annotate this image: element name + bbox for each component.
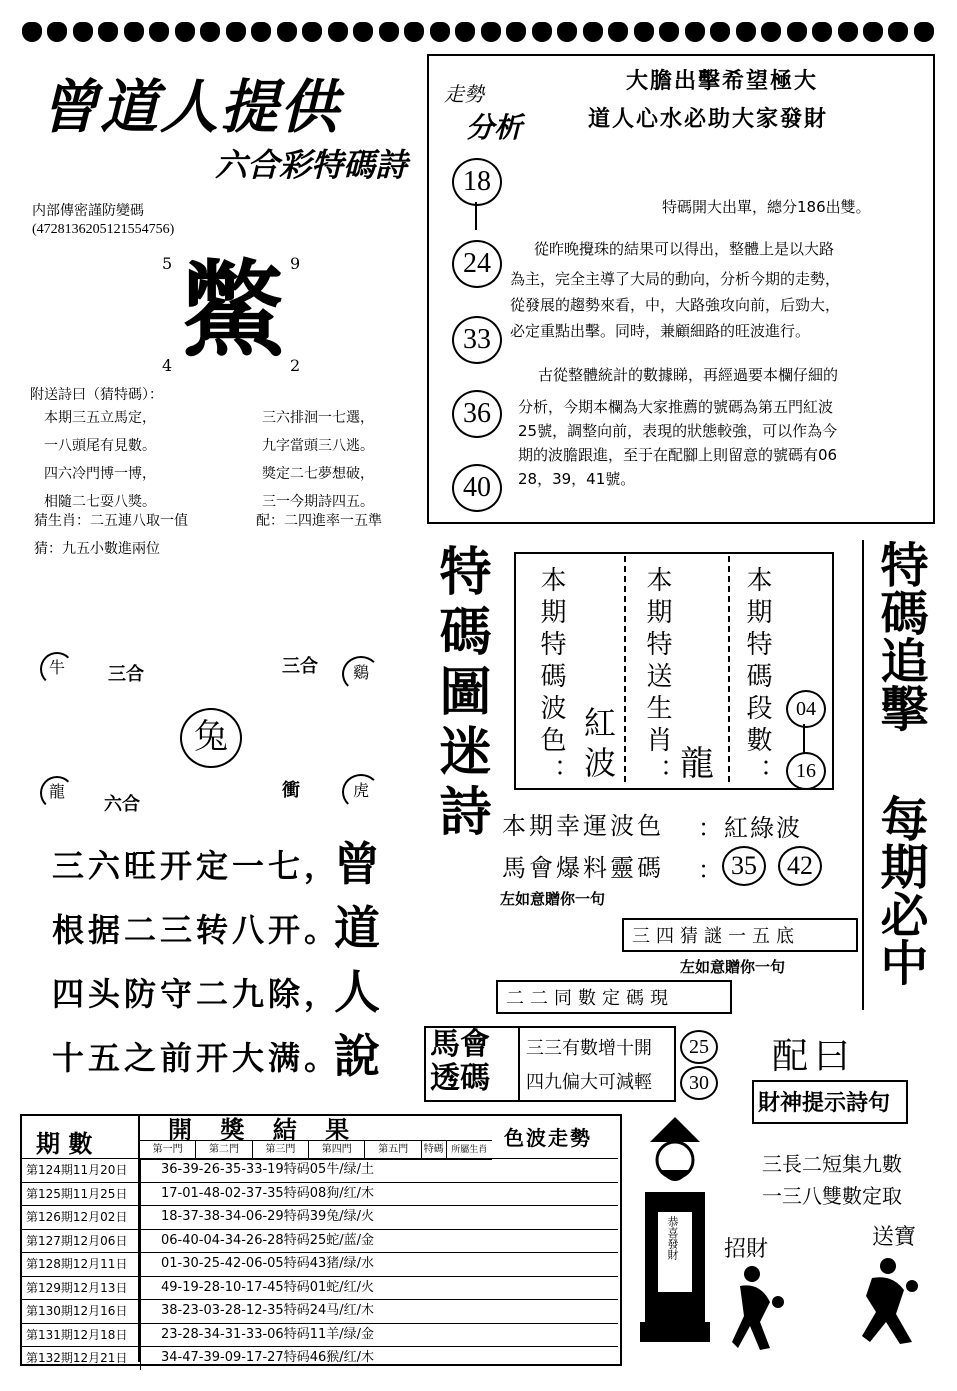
lucky-code-label: 馬會爆料靈碼 bbox=[502, 854, 664, 882]
zodiac-ox: 牛 bbox=[40, 652, 74, 686]
analysis-para-3b: 分析，今期本欄為大家推薦的號碼為第五門紅波 bbox=[518, 398, 834, 416]
period-cell: 第127期12月06日 bbox=[20, 1230, 141, 1253]
period-cell: 第124期11月20日 bbox=[20, 1159, 141, 1182]
number-circle: 36 bbox=[452, 390, 502, 438]
columns-divider bbox=[728, 556, 730, 782]
poem-line: 一八頭尾有見數。 bbox=[44, 438, 156, 454]
corner-tl: 5 bbox=[162, 254, 173, 273]
analysis-para-3e: 28，39，41號。 bbox=[518, 470, 636, 488]
period-cell: 第131期12月18日 bbox=[20, 1324, 141, 1347]
zodiac-chong: 衝 bbox=[282, 780, 300, 801]
poem-line: 相隨二七耍八獎。 bbox=[44, 494, 156, 510]
horse-title: 馬會透碼 bbox=[430, 1027, 490, 1096]
main-poem-line: 根据二三转八开。 bbox=[52, 911, 341, 949]
results-result-header: 開 獎 結 果 bbox=[168, 1115, 360, 1144]
match-line: 配：二四進率一五準 bbox=[256, 513, 382, 529]
results-period-header: 期 數 bbox=[36, 1130, 93, 1158]
zhaocai-label: 招財 bbox=[724, 1237, 769, 1262]
column-1-text: 本期特碼波色： bbox=[536, 566, 566, 790]
poem-line: 獎定二七夢想破， bbox=[262, 466, 374, 482]
result-cell: 06-40-04-34-26-28特码25蛇/蓝/金 bbox=[161, 1232, 375, 1248]
analysis-para-2a: 從昨晚攪珠的結果可以得出，整體上是以大路 bbox=[534, 240, 835, 258]
result-cell: 34-47-39-09-17-27特码46猴/红/木 bbox=[161, 1350, 375, 1365]
lucky-code: 35 bbox=[722, 846, 766, 886]
brand-title: 曾道人提供 bbox=[40, 73, 341, 141]
subheader-cell: 第二門 bbox=[196, 1141, 252, 1159]
big-character: 鱉 bbox=[180, 248, 285, 371]
table-row bbox=[20, 1229, 618, 1253]
main-poem-side bbox=[334, 832, 380, 1088]
table-row bbox=[20, 1205, 618, 1229]
vertical-title: 特碼圖迷詩 bbox=[430, 544, 491, 844]
corner-tr: 9 bbox=[290, 254, 301, 273]
poem-line: 本期三五立馬定， bbox=[44, 410, 156, 426]
pei-label: 配曰 bbox=[772, 1036, 857, 1077]
number-circle: 40 bbox=[452, 464, 502, 512]
analysis-para-3a: 古從整體統計的數據睇，再經過要本欄仔細的 bbox=[538, 366, 839, 384]
number-circle: 18 bbox=[452, 158, 502, 206]
analysis-headline-2: 道人心水必助大家發財 bbox=[588, 107, 829, 132]
result-cell: 18-37-38-34-06-29特码39兔/绿/火 bbox=[161, 1209, 375, 1224]
result-cell: 01-30-25-42-06-05特码43猪/绿/水 bbox=[161, 1256, 375, 1271]
result-cell: 23-28-34-31-33-06特码11羊/绿/金 bbox=[161, 1326, 375, 1342]
side-char: 道 bbox=[334, 901, 380, 955]
riddle-text: 三四猜謎一五底 bbox=[632, 926, 800, 947]
main-poem bbox=[52, 834, 340, 1090]
period-cell: 第130期12月16日 bbox=[20, 1300, 141, 1323]
lucky-code: 42 bbox=[778, 846, 822, 886]
number-circle: 24 bbox=[452, 240, 502, 288]
period-cell: 第132期12月21日 bbox=[20, 1347, 141, 1370]
decorative-border-top bbox=[22, 22, 934, 48]
side-char: 說 bbox=[334, 1029, 380, 1083]
zodiac-dragon: 龍 bbox=[40, 776, 74, 810]
result-cell: 49-19-28-10-17-45特码01蛇/红/火 bbox=[161, 1279, 375, 1295]
zodiac-rabbit: 兔 bbox=[180, 708, 242, 768]
brand-subtitle: 六合彩特碼詩 bbox=[215, 146, 408, 184]
gift-line-2: 左如意贈你一句 bbox=[680, 958, 786, 976]
period-cell: 第125期11月25日 bbox=[20, 1183, 141, 1206]
analysis-para-2d: 必定重點出擊。同時，兼顧細路的旺波進行。 bbox=[510, 322, 811, 340]
songbao-label: 送寶 bbox=[872, 1225, 917, 1250]
god-line-1: 三長二短集九數 bbox=[762, 1152, 902, 1176]
gift-line-1: 左如意贈你一句 bbox=[500, 890, 606, 908]
analysis-para-3c: 25號，調整向前，表現的狀態較強，可以作為今 bbox=[518, 422, 838, 440]
zodiac-tiger: 虎 bbox=[342, 774, 380, 810]
table-row bbox=[20, 1158, 618, 1182]
column-2-answer: 龍 bbox=[680, 744, 714, 784]
secret-label: 内部傳密謹防變碼 bbox=[32, 203, 144, 219]
analysis-para-1: 特碼開大出單，總分186出雙。 bbox=[662, 198, 871, 216]
poem-line: 四六冷門博一博， bbox=[44, 466, 156, 482]
poem-heading: 附送詩曰（猜特碼）： bbox=[30, 387, 163, 403]
number-circle: 33 bbox=[452, 316, 502, 364]
table-row bbox=[20, 1323, 618, 1347]
period-cell: 第128期12月11日 bbox=[20, 1253, 141, 1276]
subheader-cell: 第一門 bbox=[140, 1141, 196, 1159]
table-row bbox=[20, 1252, 618, 1276]
god-title: 財神提示詩句 bbox=[758, 1091, 891, 1116]
results-subheader-row bbox=[140, 1140, 492, 1160]
table-row bbox=[20, 1299, 618, 1323]
zhaocai-figure-icon bbox=[730, 1262, 790, 1352]
table-row bbox=[20, 1276, 618, 1300]
corner-br: 2 bbox=[290, 356, 301, 375]
poem-line: 九字當頭三八逃。 bbox=[262, 438, 374, 454]
result-cell: 36-39-26-35-33-19特码05牛/绿/土 bbox=[161, 1162, 375, 1177]
period-cell: 第126期12月02日 bbox=[20, 1206, 141, 1229]
subheader-cell: 所屬生肖 bbox=[451, 1145, 488, 1155]
column-3-connector bbox=[803, 724, 805, 754]
number-connector bbox=[475, 202, 477, 230]
main-poem-line: 三六旺开定一七， bbox=[52, 847, 341, 885]
lucky-wave-label: 本期幸運波色 bbox=[502, 812, 664, 840]
zodiac-sanhe-left: 三合 bbox=[108, 664, 144, 685]
poem-right bbox=[262, 404, 374, 516]
analysis-tag-top: 走勢 bbox=[444, 82, 484, 106]
column-1-answer: 紅波 bbox=[579, 706, 617, 786]
results-wave-header: 色波走勢 bbox=[504, 1126, 592, 1150]
horse-line-2: 四九偏大可減輕 bbox=[526, 1072, 652, 1093]
secret-code: (4728136205121554756) bbox=[32, 222, 175, 237]
column-3-number: 04 bbox=[786, 690, 826, 728]
subheader-cell: 第五門 bbox=[365, 1141, 421, 1159]
table-row bbox=[20, 1346, 618, 1370]
guess-zodiac: 猜生肖：二五連八取一值 bbox=[34, 513, 188, 529]
analysis-para-2b: 為主，完全主導了大局的動向，分析今期的走勢， bbox=[510, 270, 841, 288]
analysis-tag-bottom: 分析 bbox=[466, 111, 523, 144]
main-poem-line: 十五之前开大满。 bbox=[52, 1039, 341, 1077]
columns-divider bbox=[624, 556, 626, 782]
results-body bbox=[20, 1158, 618, 1370]
subheader-cell: 第三門 bbox=[253, 1141, 309, 1159]
result-cell: 38-23-03-28-12-35特码24马/红/木 bbox=[161, 1303, 375, 1318]
side-char: 人 bbox=[334, 965, 380, 1019]
table-row bbox=[20, 1182, 618, 1206]
subheader-cell: 第四門 bbox=[309, 1141, 365, 1159]
poem-line: 三一今期詩四五。 bbox=[262, 494, 374, 510]
period-cell: 第129期12月13日 bbox=[20, 1277, 141, 1300]
found-text: 二二同數定碼現 bbox=[506, 988, 674, 1009]
zodiac-liuhe: 六合 bbox=[104, 794, 140, 815]
guess-line: 猜：九五小數進兩位 bbox=[34, 541, 160, 557]
zodiac-rooster: 鷄 bbox=[342, 656, 380, 692]
songbao-figure-icon bbox=[852, 1256, 922, 1346]
lucky-wave-value: ：紅綠波 bbox=[698, 814, 802, 842]
corner-bl: 4 bbox=[162, 356, 173, 375]
horse-number: 25 bbox=[680, 1030, 718, 1064]
subheader-cell: 特碼 bbox=[422, 1141, 447, 1159]
result-cell: 17-01-48-02-37-35特码08狗/红/木 bbox=[161, 1185, 375, 1201]
zodiac-sanhe-right: 三合 bbox=[282, 656, 318, 677]
god-line-2: 一三八雙數定取 bbox=[762, 1184, 902, 1208]
horse-line-1: 三三有數增十開 bbox=[526, 1038, 652, 1059]
poem-left bbox=[44, 404, 156, 516]
chase-sub: 每期必中 bbox=[872, 794, 928, 986]
side-char: 曾 bbox=[334, 837, 380, 891]
column-3-text: 本期特碼段數： bbox=[742, 566, 772, 790]
column-2-text: 本期特送生肖： bbox=[642, 566, 672, 790]
lucky-code-colon: ： bbox=[698, 856, 722, 884]
poem-line: 三六排洄一七選， bbox=[262, 410, 374, 426]
analysis-headline-1: 大膽出擊希望極大 bbox=[626, 69, 819, 94]
chase-divider bbox=[862, 540, 864, 1010]
analysis-para-2c: 從發展的趨勢來看，中，大路強攻向前，后勁大， bbox=[510, 296, 841, 314]
chase-title: 特碼追擊 bbox=[872, 540, 928, 732]
horse-number: 30 bbox=[680, 1066, 718, 1100]
analysis-para-3d: 期的波膽跟進，至于在配腳上則留意的號碼有06 bbox=[518, 446, 838, 464]
main-poem-line: 四头防守二九除， bbox=[52, 975, 341, 1013]
column-3-number: 16 bbox=[786, 752, 826, 790]
god-seal-text: 恭喜發財 bbox=[666, 1216, 679, 1260]
